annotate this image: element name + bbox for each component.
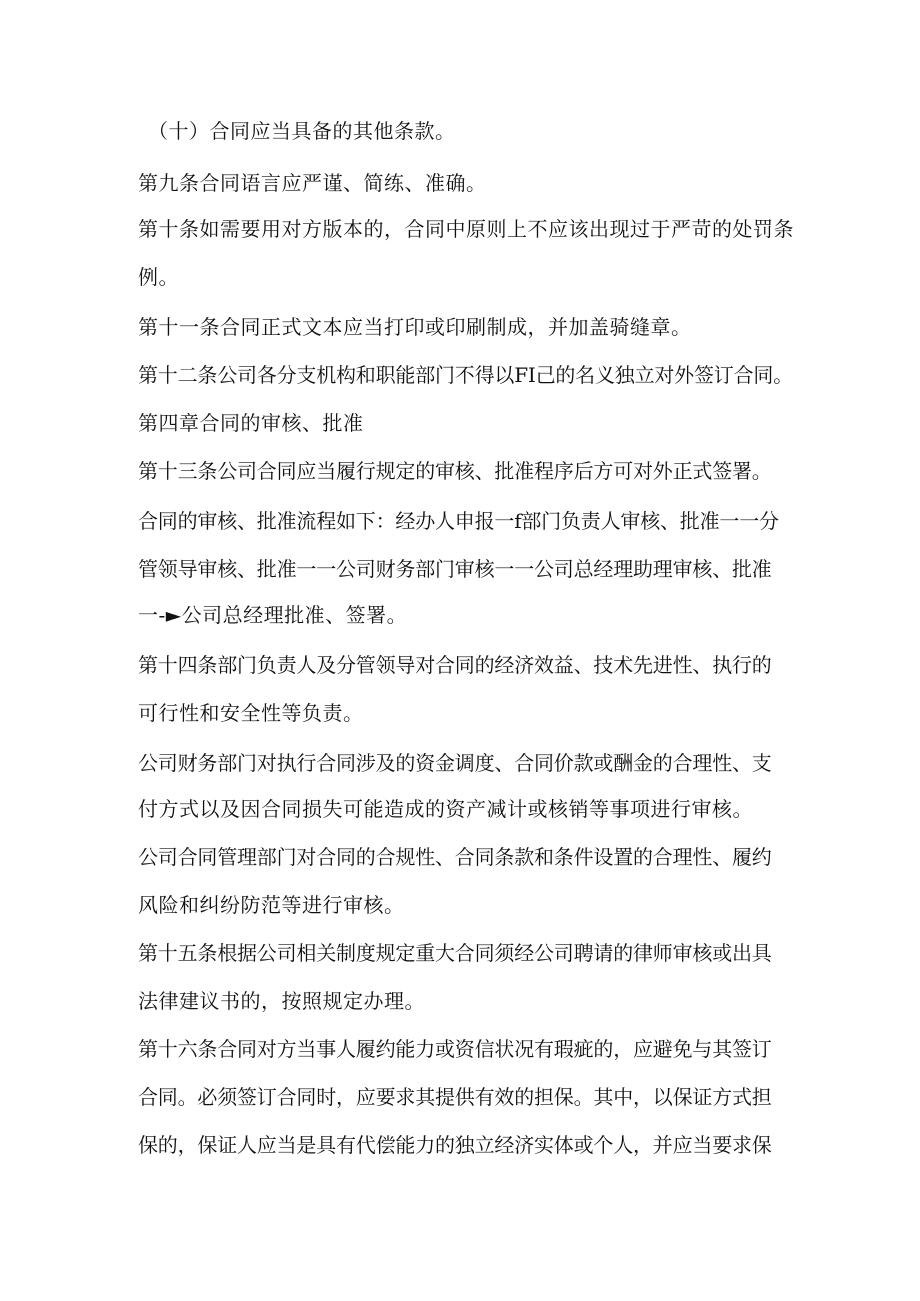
text-line: 法律建议书的，按照规定办理。 (138, 989, 425, 1013)
text-line: 合同。必须签订合同时，应要求其提供有效的担保。其中，以保证方式担 (138, 1085, 772, 1109)
text-line: 管领导审核、批准一一公司财务部门审核一一公司总经理助理审核、批准 (138, 557, 772, 581)
text-line: 合同的审核、批准流程如下：经办人申报一f部门负责人审核、批准一一分 (138, 509, 779, 533)
text-line: 可行性和安全性等负责。 (138, 701, 364, 725)
text-line: 第十一条合同正式文本应当打印或印刷制成，并加盖骑缝章。 (138, 315, 692, 339)
text-line: 风险和纠纷防范等进行审核。 (138, 893, 405, 917)
text-line: （十）合同应当具备的其他条款。 (148, 119, 456, 143)
text-line: 付方式以及因合同损失可能造成的资产减计或核销等事项进行审核。 (138, 797, 753, 821)
text-line: 公司合同管理部门对合同的合规性、合同条款和条件设置的合理性、履约 (138, 845, 772, 869)
text-line: 一-►公司总经理批准、签署。 (138, 603, 408, 627)
text-line: 第十五条根据公司相关制度规定重大合同须经公司聘请的律师审核或出具 (138, 941, 772, 965)
text-line: 第十四条部门负责人及分管领导对合同的经济效益、技术先进性、执行的 (138, 653, 772, 677)
text-line: 保的，保证人应当是具有代偿能力的独立经济实体或个人，并应当要求保 (138, 1133, 772, 1157)
text-line: 第十六条合同对方当事人履约能力或资信状况有瑕疵的，应避免与其签订 (138, 1037, 772, 1061)
text-line: 第十二条公司各分支机构和职能部门不得以FI己的名义独立对外签订合同。 (138, 363, 793, 387)
text-line: 第十三条公司合同应当履行规定的审核、批准程序后方可对外正式签署。 (138, 459, 772, 483)
text-line: 例。 (138, 265, 179, 289)
chapter-heading: 第四章合同的审核、批准 (138, 411, 364, 435)
text-line: 第九条合同语言应严谨、简练、准确。 (138, 171, 487, 195)
text-line: 第十条如需要用对方版本的，合同中原则上不应该出现过于严苛的处罚条 (138, 217, 794, 241)
text-line: 公司财务部门对执行合同涉及的资金调度、合同价款或酬金的合理性、支 (138, 751, 772, 775)
